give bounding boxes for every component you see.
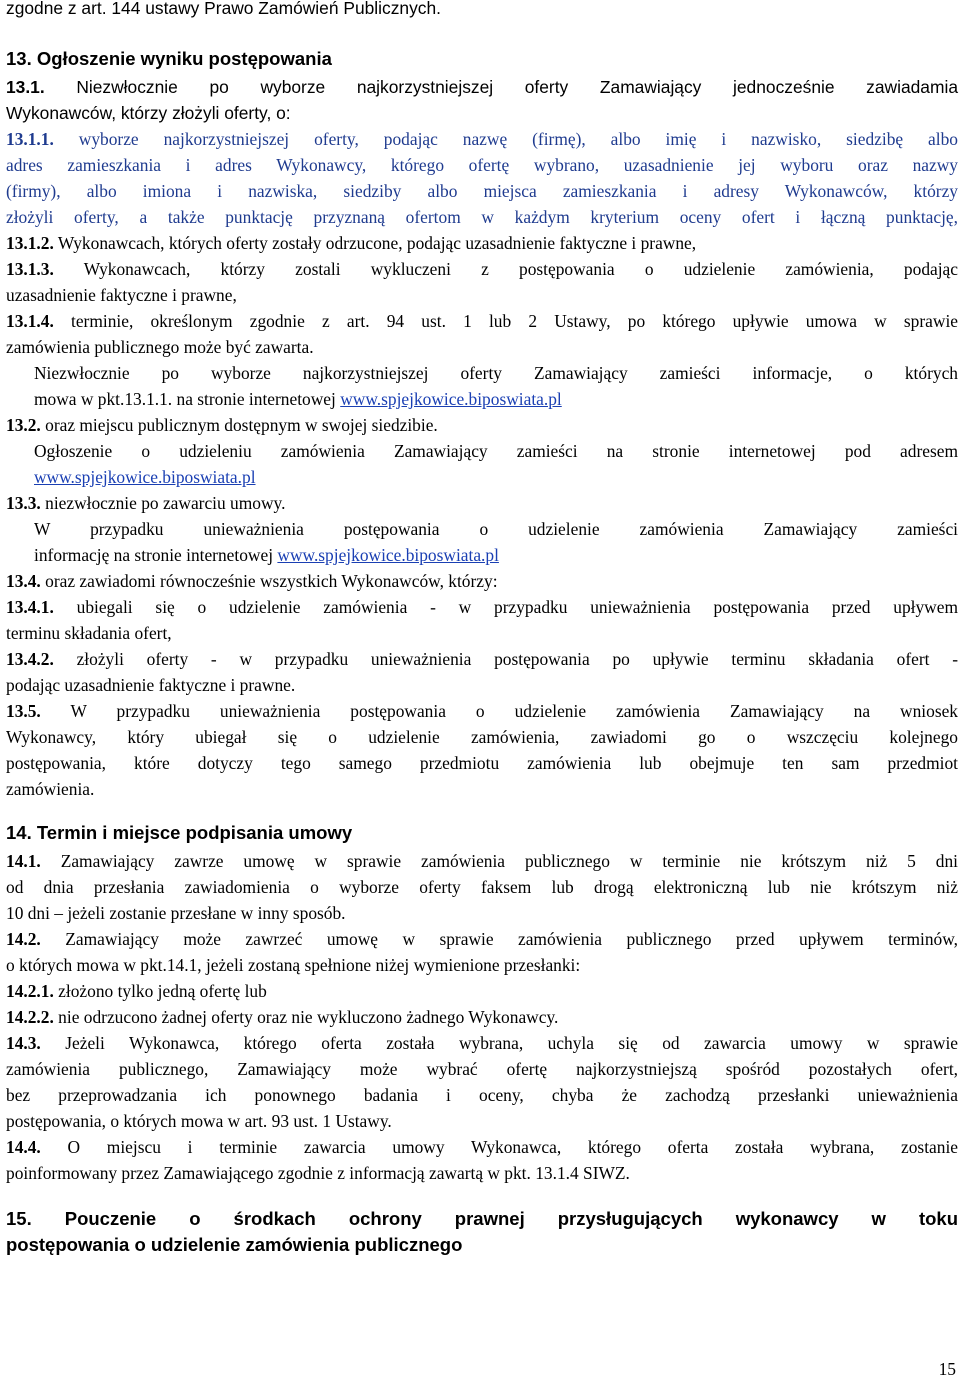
clause-number: 13.4. (6, 571, 41, 591)
text: zamówienia publicznego, Zamawiający może wybrać ofertę najkorzystniejszą spośród pozostałych ofert, (6, 1059, 958, 1079)
text: zamówienia. (6, 779, 95, 799)
clause-number: 14.1. (6, 851, 41, 871)
text: postępowania, o których mowa w art. 93 ust. 1 Ustawy. (6, 1111, 392, 1131)
text: terminu składania ofert, (6, 623, 172, 643)
clause-number: 13.4.2. (6, 649, 54, 669)
text: podając uzasadnienie faktyczne i prawne. (6, 675, 296, 695)
text: Wykonawcy, który ubiegał się o udzielenie zamówienia, zawiadomi go o wszczęciu kolejnego (6, 727, 958, 747)
text: (firmy), albo imiona i nazwiska, siedziby albo miejsca zamieszkania i adresy Wykonawców, którzy (6, 181, 958, 201)
paragraph-line (6, 152, 958, 178)
page-number: 15 (938, 1359, 956, 1379)
text: mowa w pkt.13.1.1. na stronie internetowej (34, 389, 341, 409)
paragraph-line (6, 1134, 958, 1160)
text: o których mowa w pkt.14.1, jeżeli zostaną spełnione niżej wymienione przesłanki: (6, 955, 581, 975)
paragraph-line (6, 698, 958, 724)
paragraph-line (6, 0, 958, 21)
paragraph-line (6, 74, 958, 100)
text: poinformowany przez Zamawiającego zgodnie z informacją zawartą w pkt. 13.1.4 SIWZ. (6, 1163, 630, 1183)
text: nie odrzucono żadnej oferty oraz nie wykluczono żadnego Wykonawcy. (53, 1007, 559, 1027)
clause-number: 13.2. (6, 415, 41, 435)
paragraph-line (6, 594, 958, 620)
paragraph-line (6, 256, 958, 282)
text: Niezwłocznie po wyborze najkorzystniejszej oferty Zamawiający zamieści informacje, o których (34, 363, 958, 383)
text: wyborze najkorzystniejszej oferty, podając nazwę (firmę), albo imię i nazwisko, siedzibę albo (53, 129, 958, 149)
clause-number: 13.1. (6, 77, 45, 97)
heading-text: postępowania o udzielenie zamówienia publicznego (6, 1234, 463, 1255)
text: niezwłocznie po zawarciu umowy. (40, 493, 286, 513)
section-13-heading (6, 46, 958, 72)
paragraph-line (34, 516, 958, 542)
paragraph-line (6, 100, 958, 126)
clause-number: 13.3. (6, 493, 41, 513)
clause-number: 13.5. (6, 701, 41, 721)
clause-number: 13.4.1. (6, 597, 54, 617)
text: 10 dni – jeżeli zostanie przesłane w inny sposób. (6, 903, 346, 923)
text: Niezwłocznie po wyborze najkorzystniejszej oferty Zamawiający jednocześnie zawiadamia (44, 77, 958, 97)
text: O miejscu i terminie zawarcia umowy Wykonawca, którego oferta została wybrana, zostanie (40, 1137, 958, 1157)
paragraph-line (6, 308, 958, 334)
heading-text: 13. Ogłoszenie wyniku postępowania (6, 48, 332, 69)
text: Wykonawcach, których oferty zostały odrzucone, podając uzasadnienie faktyczne i prawne, (53, 233, 697, 253)
paragraph-line (6, 1082, 958, 1108)
paragraph-line (6, 412, 958, 438)
paragraph-line (6, 282, 958, 308)
paragraph-line (6, 126, 958, 152)
paragraph-line (6, 204, 958, 230)
paragraph-line (34, 386, 958, 412)
text: W przypadku unieważnienia postępowania o udzielenie zamówienia Zamawiający zamieści (34, 519, 958, 539)
paragraph-line (34, 360, 958, 386)
heading-text: 15. Pouczenie o środkach ochrony prawnej przysługujących wykonawcy w toku (6, 1208, 958, 1229)
clause-number: 14.2.2. (6, 1007, 54, 1027)
paragraph-line (6, 1056, 958, 1082)
text: ubiegali się o udzielenie zamówienia - w przypadku unieważnienia postępowania przed upływem (53, 597, 958, 617)
clause-number: 13.1.3. (6, 259, 54, 279)
text: postępowania, które dotyczy tego samego przedmiotu zamówienia lub obejmuje ten sam przedmiot (6, 753, 958, 773)
paragraph-line (6, 848, 958, 874)
paragraph-line (6, 230, 958, 256)
heading-text: 14. Termin i miejsce podpisania umowy (6, 822, 353, 843)
clause-number: 14.2.1. (6, 981, 54, 1001)
section-15-heading-line2 (6, 1232, 958, 1258)
paragraph-line (6, 1108, 958, 1134)
text: Zamawiający może zawrzeć umowę w sprawie zamówienia publicznego przed upływem terminów, (40, 929, 958, 949)
text: informację na stronie internetowej (34, 545, 278, 565)
text: zgodne z art. 144 ustawy Prawo Zamówień Publicznych. (6, 0, 441, 18)
paragraph-line (6, 178, 958, 204)
text: Jeżeli Wykonawca, którego oferta została wybrana, uchyla się od zawarcia umowy w sprawie (40, 1033, 958, 1053)
paragraph-line (6, 490, 958, 516)
paragraph-line (6, 568, 958, 594)
website-link[interactable]: www.spjejkowice.biposwiata.pl (34, 467, 256, 487)
text: oraz miejscu publicznym dostępnym w swojej siedzibie. (40, 415, 438, 435)
text: bez przeprowadzania ich ponownego badania i oceny, chyba że zachodzą przesłanki unieważnienia (6, 1085, 958, 1105)
text: oraz zawiadomi równocześnie wszystkich Wykonawców, którzy: (40, 571, 498, 591)
text: Ogłoszenie o udzieleniu zamówienia Zamawiający zamieści na stronie internetowej pod adresem (34, 441, 958, 461)
paragraph-line (6, 1030, 958, 1056)
text: złożono tylko jedną ofertę lub (53, 981, 267, 1001)
text: uzasadnienie faktyczne i prawne, (6, 285, 237, 305)
paragraph-line (6, 978, 958, 1004)
section-14-heading (6, 820, 958, 846)
paragraph-line (6, 874, 958, 900)
paragraph-line (6, 776, 958, 802)
text: adres zamieszkania i adres Wykonawcy, którego ofertę wybrano, uzasadnienie jej wyboru oraz nazwy (6, 155, 958, 175)
paragraph-line (34, 464, 958, 490)
clause-number: 14.3. (6, 1033, 41, 1053)
paragraph-line (6, 952, 958, 978)
text: terminie, określonym zgodnie z art. 94 ust. 1 lub 2 Ustawy, po którego upływie umowa w sprawie (53, 311, 958, 331)
paragraph-line (34, 438, 958, 464)
section-15-heading (6, 1206, 958, 1232)
paragraph-line (34, 542, 958, 568)
paragraph-line (6, 646, 958, 672)
clause-number: 13.1.4. (6, 311, 54, 331)
paragraph-line (6, 1160, 958, 1186)
text: złożyli oferty, a także punktację przyznaną ofertom w każdym kryterium oceny ofert i łączną punktację, (6, 207, 958, 227)
clause-number: 13.1.2. (6, 233, 54, 253)
text: od dnia przesłania zawiadomienia o wyborze oferty faksem lub drogą elektroniczną lub nie krótszym niż (6, 877, 958, 897)
text: Wykonawców, którzy złożyli oferty, o: (6, 103, 291, 123)
clause-number: 14.4. (6, 1137, 41, 1157)
text: W przypadku unieważnienia postępowania o udzielenie zamówienia Zamawiający na wniosek (40, 701, 958, 721)
paragraph-line (6, 672, 958, 698)
website-link[interactable]: www.spjejkowice.biposwiata.pl (340, 389, 562, 409)
clause-number: 13.1.1. (6, 129, 54, 149)
website-link[interactable]: www.spjejkowice.biposwiata.pl (277, 545, 499, 565)
text: Wykonawcach, którzy zostali wykluczeni z postępowania o udzielenie zamówienia, podając (53, 259, 958, 279)
text: Zamawiający zawrze umowę w sprawie zamówienia publicznego w terminie nie krótszym niż 5 dni (40, 851, 958, 871)
paragraph-line (6, 620, 958, 646)
paragraph-line (6, 1004, 958, 1030)
text: zamówienia publicznego może być zawarta. (6, 337, 314, 357)
paragraph-line (6, 334, 958, 360)
paragraph-line (6, 724, 958, 750)
paragraph-line (6, 926, 958, 952)
text: złożyli oferty - w przypadku unieważnienia postępowania po upływie terminu składania ofert - (53, 649, 958, 669)
clause-number: 14.2. (6, 929, 41, 949)
paragraph-line (6, 750, 958, 776)
paragraph-line (6, 900, 958, 926)
